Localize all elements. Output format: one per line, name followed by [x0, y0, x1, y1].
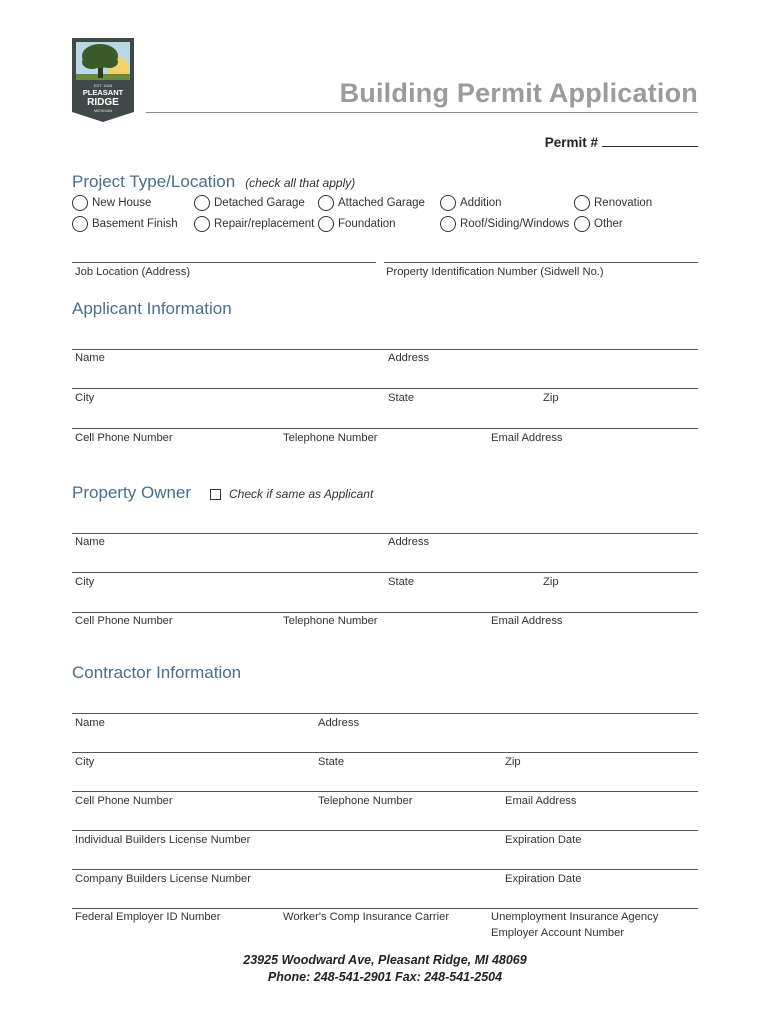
pleasant-ridge-logo: [72, 38, 134, 122]
owner-telephone-label: Telephone Number: [283, 615, 378, 627]
logo-line1: PLEASANT: [82, 88, 124, 97]
option-repair-replacement[interactable]: Repair/replacement: [194, 216, 314, 232]
radio-circle-icon[interactable]: [72, 216, 88, 232]
permit-number-field[interactable]: [545, 134, 698, 150]
permit-label: Permit #: [544, 135, 598, 150]
radio-circle-icon[interactable]: [318, 216, 334, 232]
permit-blank[interactable]: [602, 134, 698, 147]
owner-address-label: Address: [388, 536, 430, 548]
same-as-applicant-checkbox[interactable]: Check if same as Applicant: [210, 487, 373, 501]
applicant-state-label: State: [388, 392, 415, 404]
logo-line2: RIDGE: [87, 97, 119, 108]
applicant-name-address-field[interactable]: [72, 349, 698, 350]
radio-circle-icon[interactable]: [440, 216, 456, 232]
project-note: (check all that apply): [245, 176, 356, 190]
individual-license-label: Individual Builders License Number: [75, 834, 251, 846]
option-other[interactable]: Other: [574, 216, 623, 232]
company-expiration-label: Expiration Date: [505, 873, 582, 885]
owner-city-label: City: [75, 576, 95, 588]
individual-license-field[interactable]: [72, 830, 698, 831]
applicant-telephone-label: Telephone Number: [283, 432, 378, 444]
applicant-address-label: Address: [388, 352, 430, 364]
logo-line3: MICHIGAN: [94, 109, 112, 113]
job-location-field[interactable]: [72, 262, 376, 263]
contractor-name-address-field[interactable]: [72, 713, 698, 714]
option-attached-garage[interactable]: Attached Garage: [318, 195, 425, 211]
workers-comp-label: Worker's Comp Insurance Carrier: [283, 911, 450, 923]
contractor-address-label: Address: [318, 717, 360, 729]
property-owner-heading: Property Owner: [72, 483, 192, 502]
option-foundation[interactable]: Foundation: [318, 216, 396, 232]
contractor-state-label: State: [318, 756, 345, 768]
applicant-city-state-zip-field[interactable]: [72, 388, 698, 389]
radio-circle-icon[interactable]: [194, 216, 210, 232]
property-id-field[interactable]: [384, 262, 698, 263]
contractor-city-state-zip-field[interactable]: [72, 752, 698, 753]
option-detached-garage[interactable]: Detached Garage: [194, 195, 305, 211]
owner-state-label: State: [388, 576, 415, 588]
applicant-name-label: Name: [75, 352, 105, 364]
option-basement-finish[interactable]: Basement Finish: [72, 216, 178, 232]
fein-workers-comp-field[interactable]: [72, 908, 698, 909]
company-license-field[interactable]: [72, 869, 698, 870]
contractor-heading: Contractor Information: [72, 663, 242, 682]
contractor-phone-email-field[interactable]: [72, 791, 698, 792]
radio-circle-icon[interactable]: [574, 216, 590, 232]
contractor-cell-label: Cell Phone Number: [75, 795, 173, 807]
owner-name-label: Name: [75, 536, 105, 548]
contractor-city-label: City: [75, 756, 95, 768]
employer-account-label: Employer Account Number: [491, 927, 625, 939]
checkbox-icon[interactable]: [210, 489, 221, 500]
applicant-phone-email-field[interactable]: [72, 428, 698, 429]
applicant-zip-label: Zip: [543, 392, 559, 404]
unemployment-agency-label: Unemployment Insurance Agency: [491, 911, 659, 923]
owner-cell-label: Cell Phone Number: [75, 615, 173, 627]
page-title: Building Permit Application: [339, 78, 698, 108]
contractor-telephone-label: Telephone Number: [318, 795, 413, 807]
owner-city-state-zip-field[interactable]: [72, 572, 698, 573]
footer-phones: Phone: 248-541-2901 Fax: 248-541-2504: [267, 970, 503, 984]
radio-circle-icon[interactable]: [440, 195, 456, 211]
contractor-zip-label: Zip: [505, 756, 521, 768]
contractor-name-label: Name: [75, 717, 105, 729]
property-id-label: Property Identification Number (Sidwell No.): [386, 266, 604, 278]
individual-expiration-label: Expiration Date: [505, 834, 582, 846]
applicant-cell-label: Cell Phone Number: [75, 432, 173, 444]
owner-phone-email-field[interactable]: [72, 612, 698, 613]
applicant-email-label: Email Address: [491, 432, 563, 444]
project-heading-text: Project Type/Location: [72, 172, 236, 191]
owner-name-address-field[interactable]: [72, 533, 698, 534]
footer-address: 23925 Woodward Ave, Pleasant Ridge, MI 48069: [243, 953, 527, 967]
contractor-email-label: Email Address: [505, 795, 577, 807]
applicant-city-label: City: [75, 392, 95, 404]
owner-zip-label: Zip: [543, 576, 559, 588]
radio-circle-icon[interactable]: [318, 195, 334, 211]
radio-circle-icon[interactable]: [574, 195, 590, 211]
logo-est: EST. 1926: [93, 83, 113, 88]
fein-label: Federal Employer ID Number: [75, 911, 221, 923]
radio-circle-icon[interactable]: [72, 195, 88, 211]
option-new-house[interactable]: New House: [72, 195, 151, 211]
company-license-label: Company Builders License Number: [75, 873, 251, 885]
title-divider: [146, 112, 698, 113]
owner-email-label: Email Address: [491, 615, 563, 627]
radio-circle-icon[interactable]: [194, 195, 210, 211]
job-location-label: Job Location (Address): [75, 266, 191, 278]
project-type-heading: [72, 172, 355, 192]
option-addition[interactable]: Addition: [440, 195, 502, 211]
applicant-heading: Applicant Information: [72, 299, 232, 318]
option-renovation[interactable]: Renovation: [574, 195, 652, 211]
option-roof-siding-windows[interactable]: Roof/Siding/Windows: [440, 216, 569, 232]
